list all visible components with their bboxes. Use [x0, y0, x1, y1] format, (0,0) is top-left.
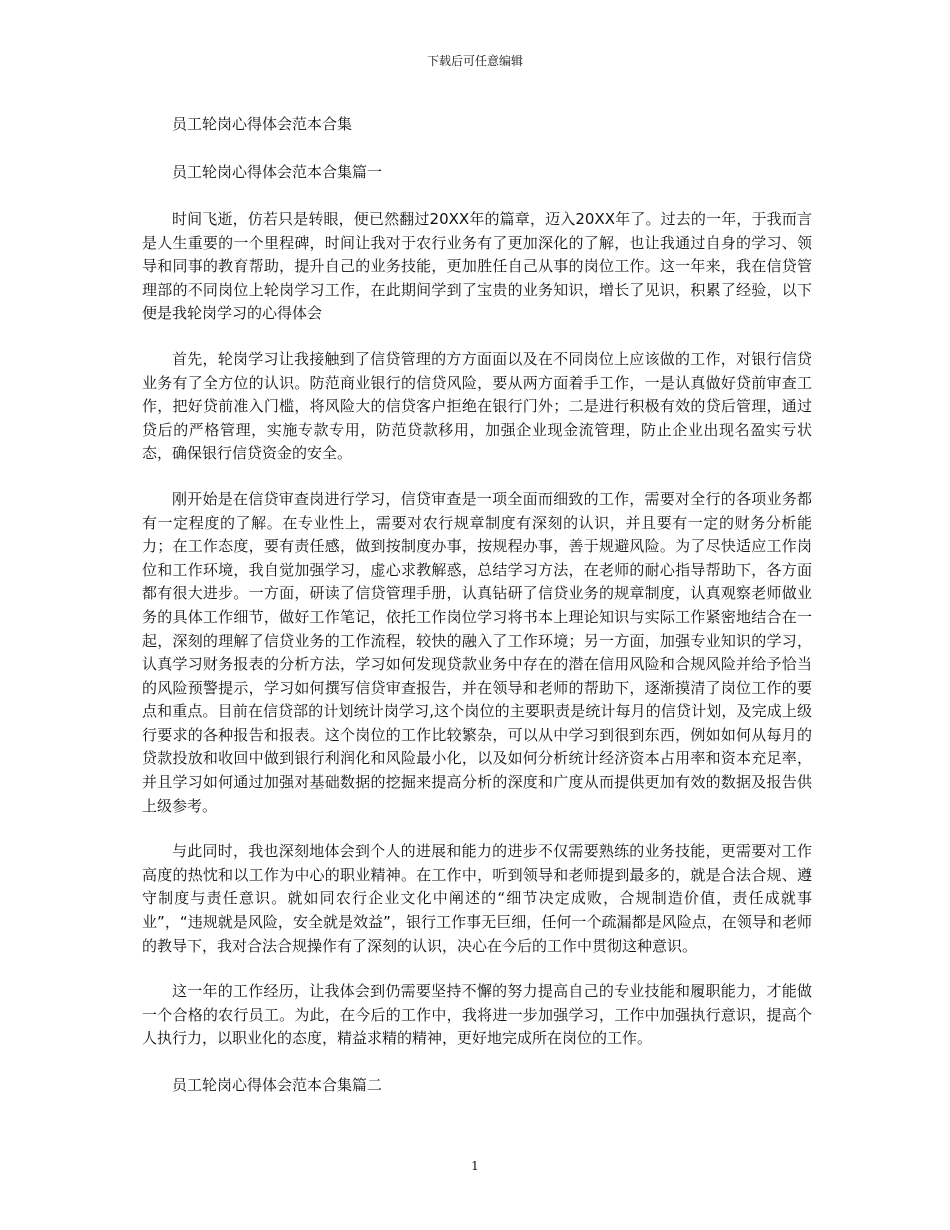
page-header: 下载后可任意编辑	[426, 54, 523, 68]
paragraph: 这一年的工作经历，让我体会到仍需要坚持不懈的努力提高自己的专业技能和履职能力，才能做一个合格的农行员工。为此，在今后的工作中，我将进一步加强学习，工作中加强执行意识，提高个人执行力，以职业化的态度，精益求精的精神，更好地完成所在岗位的工作。	[142, 982, 812, 1048]
paragraph: 时间飞逝，仿若只是转眼，便已然翻过20XX年的篇章，迈入20XX年了。过去的一年，于我而言是人生重要的一个里程碑，时间让我对于农行业务有了更加深化的了解，也让我通过自身的学习、领导和同事的教育帮助，提升自己的业务技能，更加胜任自己从事的岗位工作。这一年来，我在信贷管理部的不同岗位上轮岗学习工作，在此期间学到了宝贵的业务知识，增长了见识，积累了经验，以下便是我轮岗学习的心得体会	[142, 210, 812, 323]
section-heading-2: 员工轮岗心得体会范本合集篇二	[172, 1076, 383, 1094]
page-number: 1	[471, 1159, 479, 1173]
paragraph: 首先，轮岗学习让我接触到了信贷管理的方方面面以及在不同岗位上应该做的工作，对银行信贷业务有了全方位的认识。防范商业银行的信贷风险，要从两方面着手工作，一是认真做好贷前审查工作，把好贷前准入门槛，将风险大的信贷客户拒绝在银行门外；二是进行积极有效的贷后管理，通过贷后的严格管理，实施专款专用，防范贷款移用，加强企业现金流管理，防止企业出现名盈实亏状态，确保银行信贷资金的安全。	[142, 349, 812, 463]
section-heading-1: 员工轮岗心得体会范本合集篇一	[172, 163, 383, 181]
paragraph: 刚开始是在信贷审查岗进行学习，信贷审查是一项全面而细致的工作，需要对全行的各项业务都有一定程度的了解。在专业性上，需要对农行规章制度有深刻的认识，并且要有一定的财务分析能力；在工作态度，要有责任感，做到按制度办事，按规程办事，善于规避风险。为了尽快适应工作岗位和工作环境，我自觉加强学习，虚心求教解惑，总结学习方法，在老师的耐心指导帮助下，各方面都有很大进步。一方面，研读了信贷管理手册，认真钻研了信贷业务的规章制度，认真观察老师做业务的具体工作细节，做好工作笔记，依托工作岗位学习将书本上理论知识与实际工作紧密地结合在一起，深刻的理解了信贷业务的工作流程，较快的融入了工作环境；另一方面，加强专业知识的学习，认真学习财务报表的分析方法，学习如何发现贷款业务中存在的潜在信用风险和合规风险并给予恰当的风险预警提示，学习如何撰写信贷审查报告，并在领导和老师的帮助下，逐渐摸清了岗位工作的要点和重点。目前在信贷部的计划统计岗学习,这个岗位的主要职责是统计每月的信贷计划，及完成上级行要求的各种报告和报表。这个岗位的工作比较繁杂，可以从中学习到很到东西，例如如何从每月的贷款投放和收回中做到银行利润化和风险最小化，以及如何分析统计经济资本占用率和资本充足率，并且学习如何通过加强对基础数据的挖掘来提高分析的深度和广度从而提供更加有效的数据及报告供上级参考。	[142, 489, 812, 815]
document-body	[142, 112, 812, 1121]
document-title: 员工轮岗心得体会范本合集	[172, 115, 353, 133]
paragraph: 与此同时，我也深刻地体会到个人的进展和能力的进步不仅需要熟练的业务技能，更需要对工作高度的热忱和以工作为中心的职业精神。在工作中，听到领导和老师提到最多的，就是合法合规、遵守制度与责任意识。就如同农行企业文化中阐述的“细节决定成败，合规制造价值，责任成就事业”，“违规就是风险，安全就是效益”，银行工作事无巨细，任何一个疏漏都是风险点，在领导和老师的教导下，我对合法合规操作有了深刻的认识，决心在今后的工作中贯彻这种意识。	[142, 842, 812, 955]
